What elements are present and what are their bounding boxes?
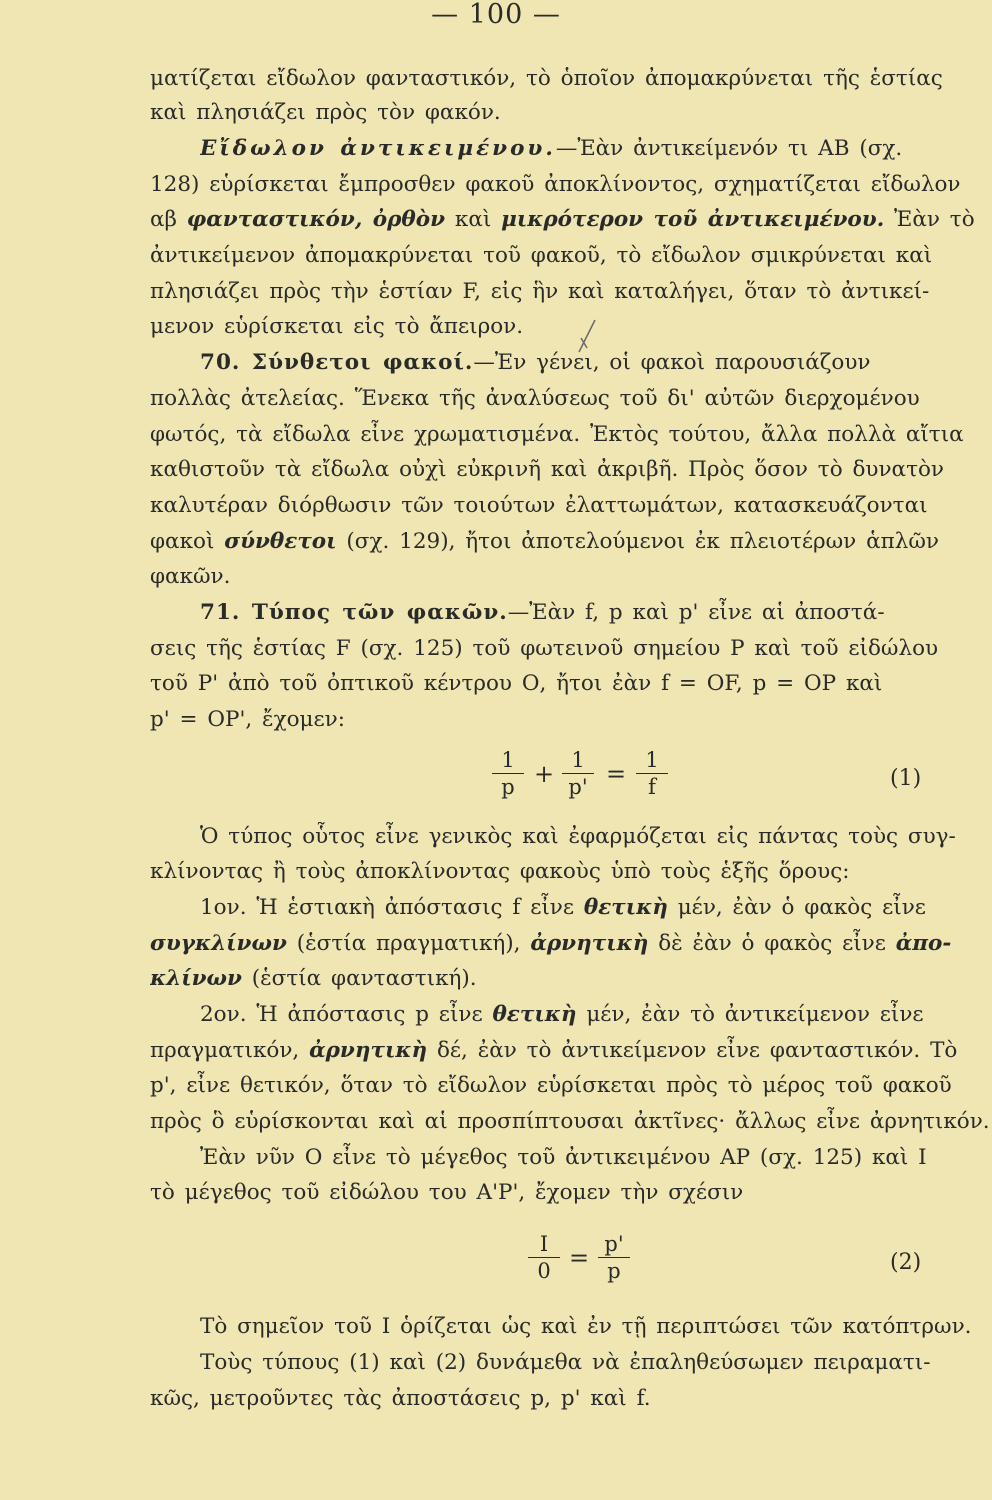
text-span: δὲ ἐὰν ὁ φακὸς εἶνε xyxy=(658,931,886,956)
text-span: πραγματικόν, xyxy=(150,1038,300,1063)
text-line xyxy=(150,527,992,557)
fraction xyxy=(528,1232,560,1283)
numerator: 1 xyxy=(571,748,585,772)
text-line: καὶ πλησιάζει πρὸς τὸν φακόν. xyxy=(150,100,501,125)
text-line: πλησιάζει πρὸς τὴν ἑστίαν F, εἰς ἣν καὶ καταλήγει, ὅταν τὸ ἀντικεί- xyxy=(150,279,930,304)
page-number: — 100 — xyxy=(431,0,561,30)
numerator: p' xyxy=(604,1232,624,1256)
fraction-bar xyxy=(562,773,594,774)
text-line: φακῶν. xyxy=(150,564,231,589)
emphasis: ἀρνητικὴ xyxy=(309,1038,428,1063)
plus-sign: + xyxy=(534,760,555,788)
equation-number: (1) xyxy=(890,766,922,791)
text-line: καλυτέραν διόρθωσιν τῶν τοιούτων ἐλαττωμάτων, κατασκευάζονται xyxy=(150,493,928,518)
emphasis: κλίνων xyxy=(150,966,242,991)
text-line: τοῦ P' ἀπὸ τοῦ ὀπτικοῦ κέντρου Ο, ἤτοι ἐὰν f = OF, p = OP καὶ xyxy=(150,671,883,696)
list-item xyxy=(200,1000,992,1030)
text-span: μέν, ἐὰν τὸ ἀντικείμενον εἶνε xyxy=(586,1002,924,1027)
fraction-bar xyxy=(492,773,524,774)
section-heading-image-of-object: Εἴδωλον ἀντικειμένου. xyxy=(200,136,556,161)
text-span: (ἑστία φανταστική). xyxy=(251,966,477,991)
text-span: δέ, ἐὰν τὸ ἀντικείμενον εἶνε φανταστικόν. Τὸ xyxy=(436,1038,958,1063)
text-line xyxy=(150,205,992,235)
text-span: Ἡ ἀπόστασις p εἶνε xyxy=(256,1002,483,1027)
text-line: σεις τῆς ἑστίας F (σχ. 125) τοῦ φωτεινοῦ σημείου P καὶ τοῦ εἰδώλου xyxy=(150,636,939,661)
text-span: Ἐὰν τὸ xyxy=(894,207,975,232)
equals-sign: = xyxy=(569,1244,590,1272)
section-heading-lens-formula: 71. Τύπος τῶν φακῶν. xyxy=(200,600,508,625)
text-span: καὶ xyxy=(454,207,492,232)
text-span: Ἡ ἑστιακὴ ἀπόστασις f εἶνε xyxy=(256,895,574,920)
emphasis: θετικὴ xyxy=(583,895,668,920)
denominator: p xyxy=(501,775,515,799)
text-span: (ἑστία πραγματική), xyxy=(296,931,521,956)
fraction-bar xyxy=(528,1257,560,1258)
numerator: 1 xyxy=(501,748,515,772)
emphasis: σύνθετοι xyxy=(224,529,337,554)
emphasis: μικρότερον τοῦ ἀντικειμένου. xyxy=(501,207,885,232)
fraction xyxy=(562,748,594,799)
text-line: πολλὰς ἀτελείας. Ἕνεκα τῆς ἀναλύσεως τοῦ δι' αὐτῶν διερχομένου xyxy=(150,386,920,411)
emphasis: συγκλίνων xyxy=(150,931,287,956)
text-span: φακοὶ xyxy=(150,529,215,554)
paragraph-start xyxy=(200,348,992,378)
paragraph-start: Ὁ τύπος οὗτος εἶνε γενικὸς καὶ ἐφαρμόζεται εἰς πάντας τοὺς συγ- xyxy=(200,824,956,849)
text-line: πρὸς ὃ εὑρίσκονται καὶ αἱ προσπίπτουσαι ἀκτῖνες· ἄλλως εἶνε ἀρνητικόν. xyxy=(150,1109,990,1134)
text-line: p', εἶνε θετικόν, ὅταν τὸ εἴδωλον εὑρίσκεται πρὸς τὸ μέρος τοῦ φακοῦ xyxy=(150,1073,952,1098)
text-span: αβ xyxy=(150,207,177,232)
list-item xyxy=(200,893,992,923)
text-span: —Ἐὰν f, p καὶ p' εἶνε αἱ ἀποστά- xyxy=(507,600,885,625)
emphasis: ἀπο- xyxy=(895,931,952,956)
text-line: μενον εὑρίσκεται εἰς τὸ ἄπειρον. xyxy=(150,314,524,339)
denominator: f xyxy=(648,775,656,799)
paragraph-start: Τοὺς τύπους (1) καὶ (2) δυνάμεθα νὰ ἐπαληθεύσωμεν πειραματι- xyxy=(200,1350,931,1375)
list-number: 1ον. xyxy=(200,895,247,920)
text-line xyxy=(150,1036,992,1066)
equals-sign: = xyxy=(606,760,627,788)
text-span: —Ἐν γένει, οἱ φακοὶ παρουσιάζουν xyxy=(473,350,871,375)
fraction-bar xyxy=(598,1257,630,1258)
denominator: 0 xyxy=(537,1259,551,1283)
emphasis: φανταστικόν, ὀρθὸν xyxy=(186,207,446,232)
emphasis: ἀρνητικὴ xyxy=(530,931,649,956)
text-span: (σχ. 129), ἤτοι ἀποτελούμενοι ἐκ πλειοτέρων ἁπλῶν xyxy=(346,529,939,554)
text-line: καθιστοῦν τὰ εἴδωλα οὐχὶ εὐκρινῆ καὶ ἀκριβῆ. Πρὸς ὅσον τὸ δυνατὸν xyxy=(150,457,944,482)
text-span: μέν, ἐὰν ὁ φακὸς εἶνε xyxy=(677,895,926,920)
section-heading-compound-lenses: 70. Σύνθετοι φακοί. xyxy=(200,350,474,375)
text-line: κλίνοντας ἢ τοὺς ἀποκλίνοντας φακοὺς ὑπὸ τοὺς ἑξῆς ὅρους: xyxy=(150,859,850,884)
text-line xyxy=(150,964,992,994)
text-line: τὸ μέγεθος τοῦ εἰδώλου του A'P', ἔχομεν τὴν σχέσιν xyxy=(150,1180,744,1205)
paragraph-start xyxy=(200,134,992,164)
text-line: κῶς, μετροῦντες τὰς ἀποστάσεις p, p' καὶ f. xyxy=(150,1386,651,1411)
denominator: p xyxy=(607,1259,621,1283)
fraction-bar xyxy=(636,773,668,774)
text-line: φωτός, τὰ εἴδωλα εἶνε χρωματισμένα. Ἐκτὸς τούτου, ἄλλα πολλὰ αἴτια xyxy=(150,422,964,447)
text-line xyxy=(150,929,992,959)
text-line: ἀντικείμενον ἀπομακρύνεται τοῦ φακοῦ, τὸ εἴδωλον σμικρύνεται καὶ xyxy=(150,243,933,268)
denominator: p' xyxy=(568,775,588,799)
text-line: ματίζεται εἴδωλον φανταστικόν, τὸ ὁποῖον ἀπομακρύνεται τῆς ἑστίας xyxy=(150,66,943,91)
text-span: —Ἐὰν ἀντικείμενόν τι ΑΒ (σχ. xyxy=(555,136,903,161)
equation-number: (2) xyxy=(890,1250,922,1275)
text-line: p' = OP', ἔχομεν: xyxy=(150,707,345,732)
numerator: I xyxy=(539,1232,549,1256)
fraction xyxy=(636,748,668,799)
text-line: 128) εὑρίσκεται ἔμπροσθεν φακοῦ ἀποκλίνοντος, σχηματίζεται εἴδωλον xyxy=(150,172,961,197)
paragraph-start: Ἐὰν νῦν Ο εἶνε τὸ μέγεθος τοῦ ἀντικειμένου AP (σχ. 125) καὶ Ι xyxy=(200,1145,927,1170)
fraction xyxy=(598,1232,630,1283)
paragraph-start xyxy=(200,598,992,628)
numerator: 1 xyxy=(645,748,659,772)
emphasis: θετικὴ xyxy=(492,1002,577,1027)
list-number: 2ον. xyxy=(200,1002,247,1027)
paragraph-start: Τὸ σημεῖον τοῦ Ι ὁρίζεται ὡς καὶ ἐν τῇ περιπτώσει τῶν κατόπτρων. xyxy=(200,1314,972,1339)
fraction xyxy=(492,748,524,799)
